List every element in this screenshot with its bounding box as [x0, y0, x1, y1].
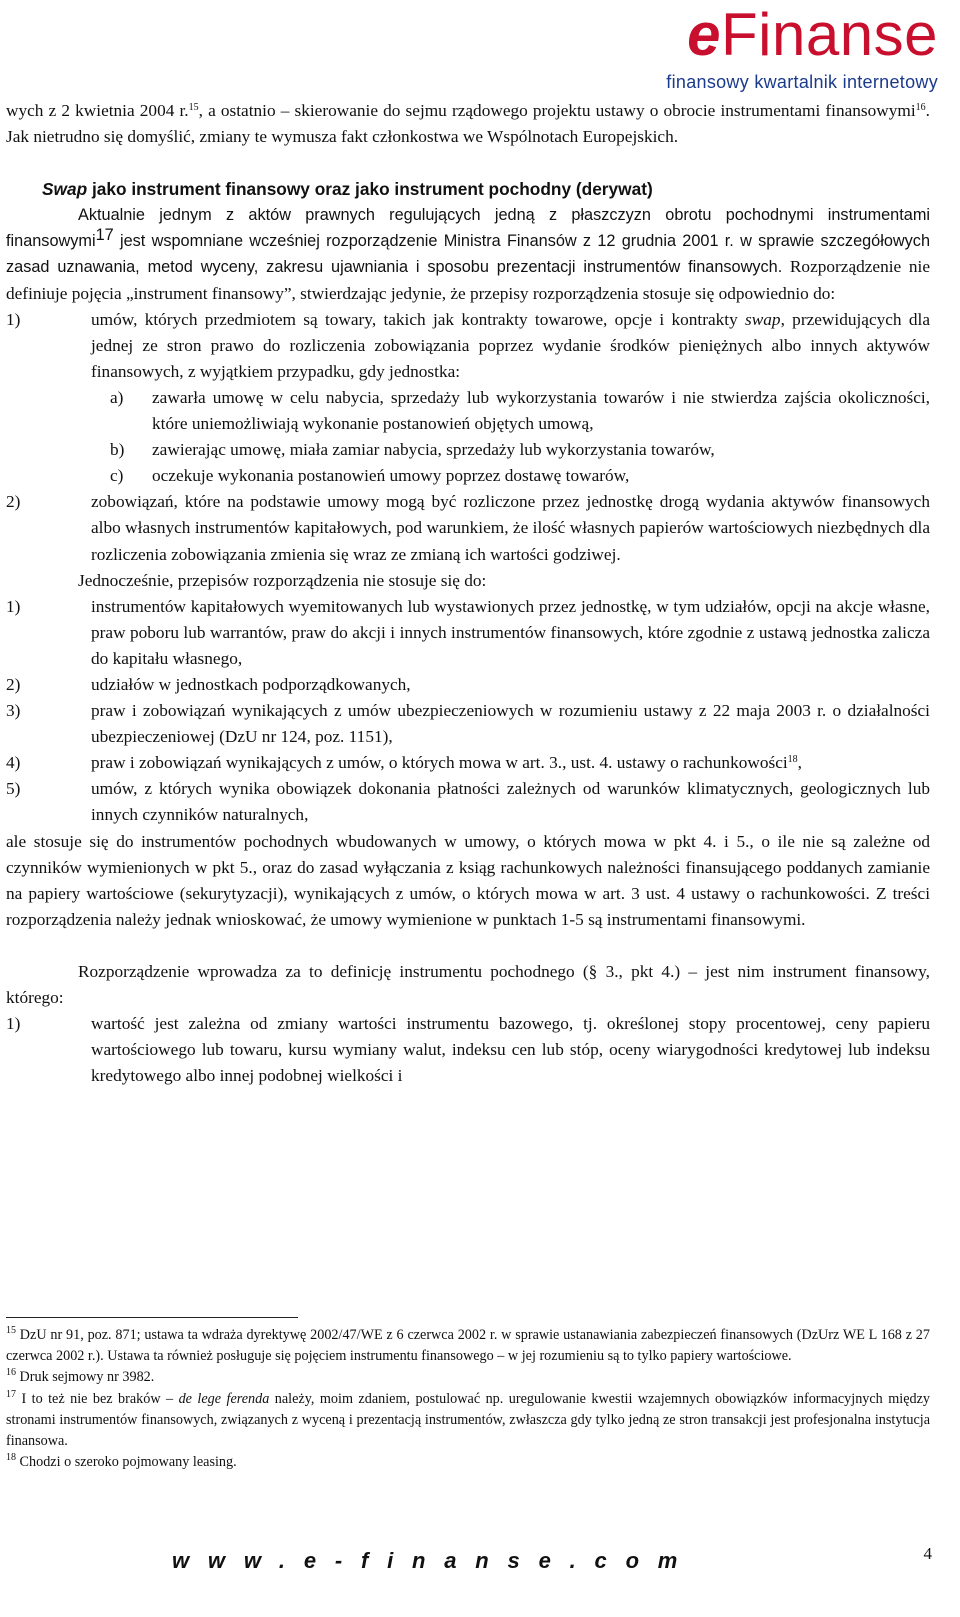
list-item: 1) instrumentów kapitałowych wyemitowanych lub wystawionych przez jednostkę, w tym udziałów, opcji na akcje własne, praw poboru lub warrantów, praw do akcji i innych instrumentów finansowych, które zgodnie z ustawą jednostka zalicza do kapitału własnego,: [6, 596, 930, 668]
list-item: 1) wartość jest zależna od zmiany wartości instrumentu bazowego, tj. określonej stopy procentowej, ceny papieru wartościowego lub towaru, kursu wymiany walut, indeksu cen lub stóp, oceny wiarygodności kredytowej lub indeksu kredytowego albo innej podobnej wielkości i: [6, 1014, 930, 1086]
article-body: [6, 98, 930, 1089]
list-item: 2) udziałów w jednostkach podporządkowanych,: [6, 674, 411, 694]
paragraph-derivative-definition: Rozporządzenie wprowadza za to definicję instrumentu pochodnego (§ 3., pkt 4.) – jest nim instrument finansowy, którego:: [6, 961, 930, 1007]
footnote-ref-16[interactable]: 16: [915, 102, 926, 113]
footnote-ref-18[interactable]: 18: [787, 754, 798, 766]
sub-list-item: c) oczekuje wykonania postanowień umowy poprzez dostawę towarów,: [110, 466, 630, 486]
paragraph-regulation: Aktualnie jednym z aktów prawnych regulujących jedną z płaszczyzn obrotu pochodnymi instrumentami finansowymi$^{17}$ jest wspomniane wcześniej rozporządzenie Ministra Finansów z 12 grudnia 2001 r. w sprawie szczegółowych zasad uznawania, metod wyceny, zakresu ujawniania i sposobu prezentacji instrumentów finansowych. Rozporządzenie nie definiuje pojęcia „instrument finansowy”, stwierdzając jedynie, że przepisy rozporządzenia stosuje się odpowiednio do:: [6, 206, 931, 303]
logo-wordmark: eFinanse: [687, 1, 938, 68]
list-item: 4) praw i zobowiązań wynikających z umów, o których mowa w art. 3., ust. 4. ustawy o rachunkowości$^{18}$,: [6, 753, 802, 773]
sub-list-item: b) zawierając umowę, miała zamiar nabycia, sprzedaży lub wykorzystania towarów,: [110, 440, 715, 460]
section-heading: Swap jako instrument finansowy oraz jako instrument pochodny (derywat): [42, 179, 653, 200]
paragraph-conclusion: ale stosuje się do instrumentów pochodnych wbudowanych w umowy, o których mowa w pkt 4. i 5., o ile nie są zależne od czynników wymienionych w pkt 5., oraz do zasad wyłączania z ksiąg rachunkowych należności finansującego poddanych zamianie na papiery wartościowe (sekurytyzacji), wynikających z umów, o których mowa w art. 3 ust. 4 ustawy o rachunkowości. Z treści rozporządzenia należy jednak wnioskować, że umowy wymienione w punktach 1-5 są instrumentami finansowymi.: [6, 831, 930, 929]
sub-list-item: a) zawarła umowę w celu nabycia, sprzedaży lub wykorzystania towarów i nie stwierdza zajścia okoliczności, które uniemożliwiają wykonanie postanowień objętych umową,: [110, 387, 930, 434]
list-item: 1) umów, których przedmiotem są towary, takich jak kontrakty towarowe, opcje i kontrakty swap, przewidujących dla jednej ze stron prawo do rozliczenia zobowiązania poprzez wydanie środków pieniężnych albo innych aktywów finansowych, z wyjątkiem przypadku, gdy jednostka:: [6, 309, 930, 381]
paragraph-intro: wych z 2 kwietnia 2004 r.$^{15}$, a ostatnio – skierowanie do sejmu rządowego projektu ustawy o obrocie instrumentami finansowymi$^{16}$. Jak nietrudno się domyślić, zmiany te wymusza fakt członkostwa we Wspólnotach Europejskich.: [6, 101, 930, 147]
list-item: 3) praw i zobowiązań wynikających z umów ubezpieczeniowych w rozumieniu ustawy z 22 maja 2003 r. o działalności ubezpieczeniowej (DzU nr 124, poz. 1151),: [6, 701, 930, 747]
footer-website-link[interactable]: www.e-finanse.com: [172, 1548, 697, 1573]
list-item: 2) zobowiązań, które na podstawie umowy mogą być rozliczone przez jednostkę drogą wydania aktywów finansowych albo własnych instrumentów kapitałowych, pod warunkiem, że ilość własnych papierów wartościowych niezbędnych dla rozliczenia zobowiązania zmienia się wraz ze zmianą ich wartości godziwej.: [6, 492, 930, 564]
footnote-ref-17[interactable]: 17: [95, 226, 114, 245]
footnote-separator: [6, 1317, 298, 1318]
footnote-16: $^{16}$ Druk sejmowy nr 3982.: [6, 1367, 155, 1386]
logo-tagline: finansowy kwartalnik internetowy: [666, 72, 938, 92]
footnote-ref-15[interactable]: 15: [188, 102, 199, 113]
footnotes: [6, 1325, 930, 1473]
efinanse-logo: [638, 2, 938, 97]
list-item: 5) umów, z których wynika obowiązek dokonania płatności zależnych od warunków klimatycznych, geologicznych lub innych czynników naturalnych,: [6, 779, 930, 825]
footnote-17: $^{17}$ I to też nie bez braków – de lege ferenda należy, moim zdaniem, postulować np. uregulowanie kwestii wzajemnych obowiązków informacyjnych między stronami instrumentów finansowych, związanych z wyceną i prezentacją instrumentów, zwłaszcza gdy tylko jedną ze stron transakcji jest profesjonalna instytucja finansowa.: [6, 1388, 930, 1450]
paragraph-exclusions: Jednocześnie, przepisów rozporządzenia nie stosuje się do:: [78, 570, 487, 590]
footnote-15: $^{15}$ DzU nr 91, poz. 871; ustawa ta wdraża dyrektywę 2002/47/WE z 6 czerwca 2002 r. w sprawie ustanawiania zabezpieczeń finansowych (DzUrz WE L 168 z 27 czerwca 2002 r.). Ustawa ta również posługuje się pojęciem instrumentu finansowego – w jej rozumieniu są to tylko papiery wartościowe.: [6, 1325, 930, 1365]
page-number: 4: [923, 1544, 932, 1563]
footnote-18: $^{18}$ Chodzi o szeroko pojmowany leasing.: [6, 1452, 237, 1471]
